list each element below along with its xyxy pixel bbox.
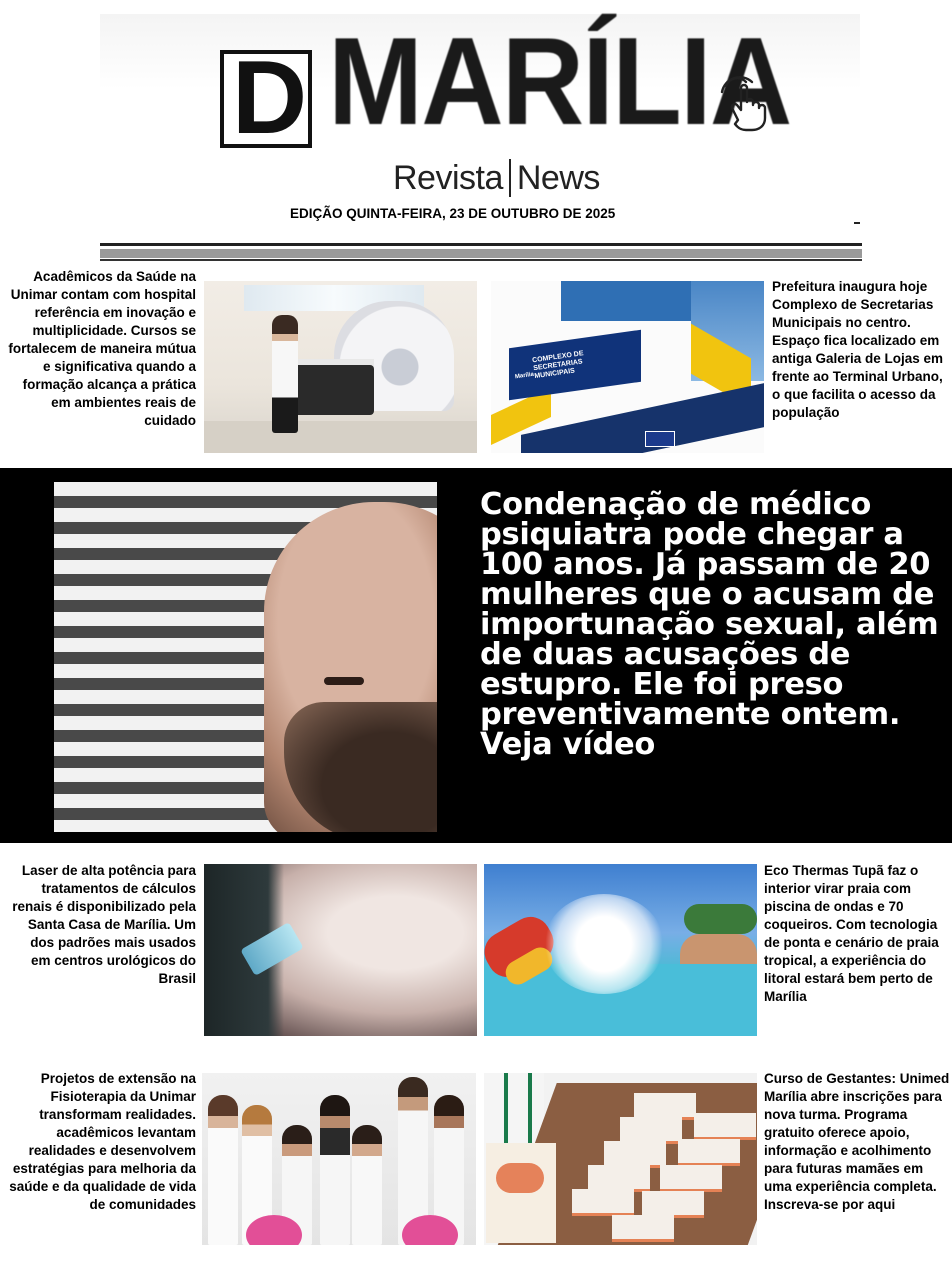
story-gestantes-text[interactable]: Curso de Gestantes: Unimed Marília abre inscrições para nova turma. Programa gratuito oferece apoio, informação e acolhimento para futuras mamães em uma experiência completa. Inscreva-se por aqui <box>764 1071 950 1212</box>
story-eco-thermas-photo[interactable] <box>484 864 757 1036</box>
booklet-10 <box>612 1215 674 1242</box>
logo-subtitle <box>393 159 600 198</box>
building-blue-wall <box>561 281 691 321</box>
story-laser-text[interactable]: Laser de alta potência para tratamentos de cálculos renais é disponibilizado pela Santa Casa de Marília. Um dos padrões mais usados em centros urológicos do Brasil <box>12 863 196 986</box>
treatment-couch <box>294 365 374 415</box>
headline-banner <box>0 468 952 843</box>
student-5 <box>352 1125 382 1245</box>
booklet-5 <box>572 1189 634 1216</box>
story-unimar-hospital-text[interactable]: Acadêmicos da Saúde na Unimar contam com hospital referência em inovação e multiplicidade. Cursos se fortalecem de maneira mútua e significativa quando a formação alcança a prática em ambientes reais de cuidado <box>8 269 196 428</box>
story-gestantes-photo[interactable] <box>484 1073 757 1245</box>
story-prefeitura-photo[interactable] <box>491 281 764 453</box>
student-4 <box>320 1095 350 1245</box>
logo-letter: D <box>232 40 304 156</box>
logo-sub-news: News <box>516 159 600 197</box>
booklet-2 <box>620 1117 682 1144</box>
story-prefeitura-text[interactable]: Prefeitura inaugura hoje Complexo de Secretarias Municipais no centro. Espaço fica localizado em antiga Galeria de Lojas em frente ao Terminal Urbano, o que facilita o acesso da população <box>772 279 944 420</box>
booklet-6 <box>694 1113 756 1140</box>
booklet-3 <box>604 1141 666 1168</box>
booklet-7 <box>678 1139 740 1166</box>
floor <box>204 421 477 453</box>
man-eye <box>324 677 364 685</box>
small-plate <box>645 431 675 447</box>
story-fisioterapia-text[interactable]: Projetos de extensão na Fisioterapia da Unimar transformam realidades. acadêmicos levantam realidades e desenvolvem estratégias para melhoria da saúde e da qualidade de vida de comunidades <box>9 1071 196 1212</box>
logo-wordmark[interactable]: MARÍLIA <box>328 13 791 151</box>
person-white-coat <box>272 315 298 433</box>
building-sign-title: COMPLEXO DE SECRETARIAS MUNICIPAIS <box>531 350 584 381</box>
masthead-dash <box>854 222 860 224</box>
booklet-cover <box>486 1143 556 1243</box>
story-fisioterapia-photo[interactable] <box>202 1073 476 1245</box>
booklet-4 <box>588 1165 650 1192</box>
logo-sub-divider <box>509 159 511 197</box>
navy-facade <box>521 383 764 453</box>
edition-date: EDIÇÃO QUINTA-FEIRA, 23 DE OUTUBRO DE 2025 <box>290 206 616 221</box>
story-unimar-hospital-photo[interactable] <box>204 281 477 453</box>
masthead-rule-top <box>100 243 862 246</box>
man-beard <box>284 702 437 832</box>
logo-d-box[interactable] <box>220 40 312 156</box>
water-splash <box>544 894 664 994</box>
banner-headline[interactable]: Condenação de médico psiquiatra pode chegar a 100 anos. Já passam de 20 mulheres que o acusam de importunação sexual, além de duas acusações de estupro. Ele foi preso preventivamente ontem. Veja vídeo <box>480 487 939 762</box>
cloud-illustration <box>496 1163 544 1193</box>
trees <box>684 904 757 934</box>
story-eco-thermas-text[interactable]: Eco Thermas Tupã faz o interior virar praia com piscina de ondas e 70 coqueiros. Com tecnologia de ponta e cenário de praia tropical, a experiência do litoral estará bem perto de Marília <box>764 863 939 1004</box>
masthead-rule-middle <box>100 249 862 258</box>
masthead <box>100 14 860 264</box>
booklet-1 <box>634 1093 696 1120</box>
story-laser-photo[interactable] <box>204 864 477 1036</box>
banner-photo-psychiatrist[interactable] <box>54 482 437 832</box>
booklet-8 <box>660 1165 722 1192</box>
logo-sub-revista: Revista <box>393 159 503 197</box>
pointing-hand-click-icon[interactable] <box>718 74 778 134</box>
masthead-rule-bottom <box>100 259 862 261</box>
booklet-9 <box>642 1191 704 1218</box>
building-sign-brand: Marília <box>514 371 535 381</box>
student-1 <box>208 1095 238 1245</box>
